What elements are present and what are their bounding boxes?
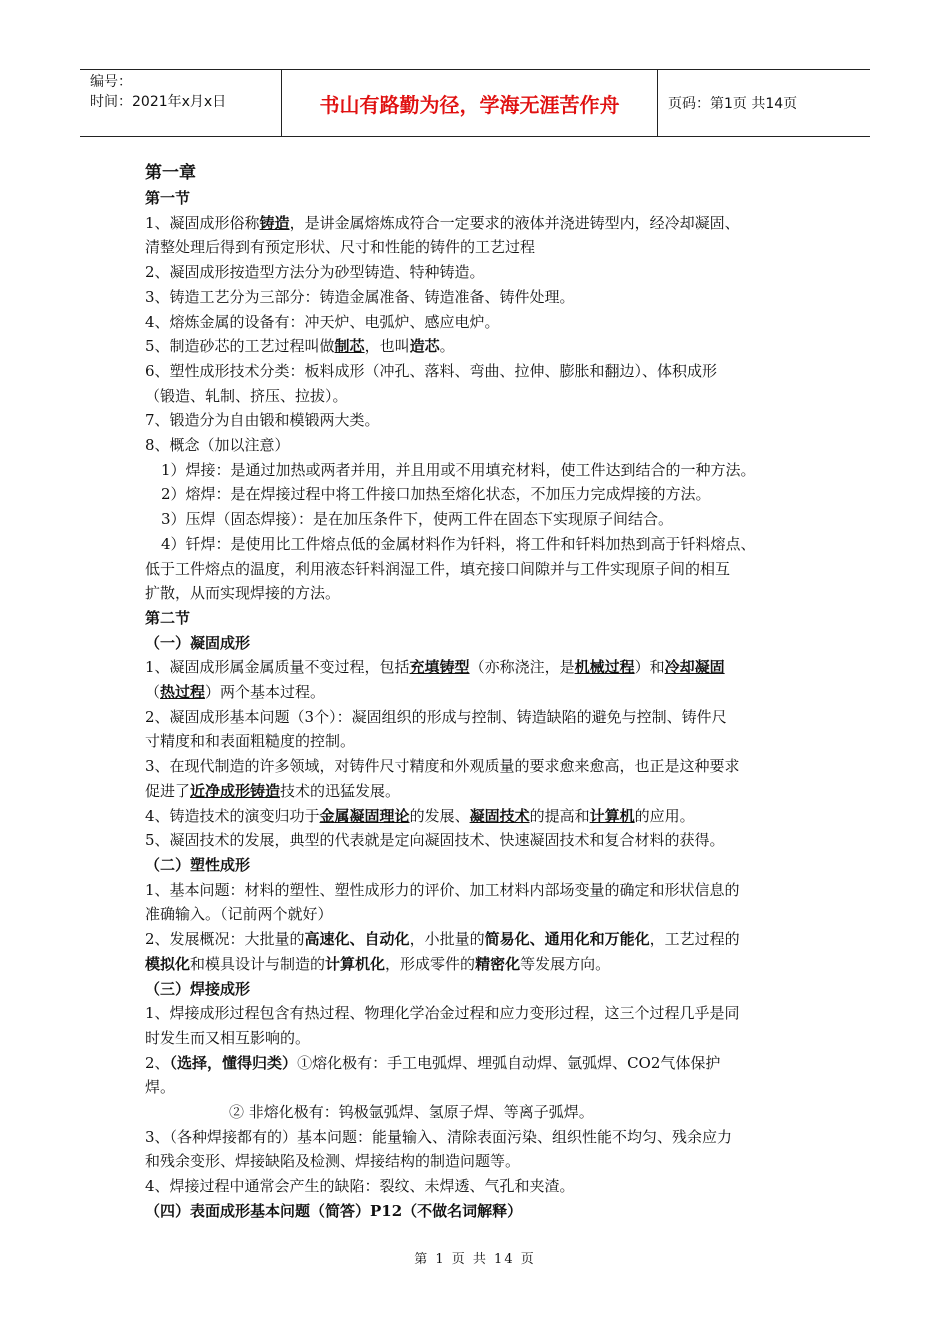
document-date: 时间：2021年x月x日 <box>90 94 227 110</box>
paragraph: 3、（各种焊接都有的）基本问题：能量输入、清除表面污染、组织性能不均匀、残余应力 <box>145 1127 733 1146</box>
paragraph: 模拟化和模具设计与制造的计算机化，形成零件的精密化等发展方向。 <box>145 954 611 973</box>
header-motto: 书山有路勤为径，学海无涯苦作舟 <box>282 70 658 136</box>
keyword: 简易化、通用化和万能化 <box>484 930 650 949</box>
paragraph: 1、凝固成形属金属质量不变过程，包括充填铸型（亦称浇注，是机械过程）和冷却凝固 <box>145 658 725 677</box>
keyword: 金属凝固理论 <box>319 806 410 825</box>
paragraph: 3、铸造工艺分为三部分：铸造金属准备、铸造准备、铸件处理。 <box>145 287 575 306</box>
keyword: 精密化 <box>475 954 521 973</box>
keyword: 高速化、自动化 <box>304 930 410 949</box>
paragraph: 3、在现代制造的许多领域，对铸件尺寸精度和外观质量的要求愈来愈高，也正是这种要求 <box>145 757 740 776</box>
keyword: 冷却凝固 <box>664 658 725 677</box>
keyword: 铸造 <box>259 213 290 232</box>
concept-item: 2）熔焊：是在焊接过程中将工件接口加热至熔化状态，不加压力完成焊接的方法。 <box>161 485 711 504</box>
keyword: 制芯 <box>334 337 365 356</box>
paragraph: 寸精度和和表面粗糙度的控制。 <box>145 732 356 751</box>
keyword: 计算机 <box>589 806 635 825</box>
paragraph: 7、锻造分为自由锻和模锻两大类。 <box>145 411 380 430</box>
document-number-label: 编号： <box>90 74 132 90</box>
paragraph: 扩散，从而实现焊接的方法。 <box>145 584 341 603</box>
paragraph: 和残余变形、焊接缺陷及检测、焊接结构的制造问题等。 <box>145 1152 521 1171</box>
keyword: 充填铸型 <box>409 658 470 677</box>
paragraph: （锻造、轧制、挤压、拉拔）。 <box>145 386 348 405</box>
paragraph: 焊。 <box>145 1078 176 1097</box>
section-1-title: 第一节 <box>145 189 191 207</box>
keyword: 凝固技术 <box>469 806 530 825</box>
concept-item: 3）压焊（固态焊接）：是在加压条件下，使两工件在固态下实现原子间结合。 <box>161 510 674 529</box>
paragraph: 5、凝固技术的发展，典型的代表就是定向凝固技术、快速凝固技术和复合材料的获得。 <box>145 831 725 850</box>
paragraph: ② 非熔化极有：钨极氩弧焊、氢原子焊、等离子弧焊。 <box>229 1103 594 1122</box>
keyword: 机械过程 <box>574 658 635 677</box>
paragraph: 1、基本问题：材料的塑性、塑性成形力的评价、加工材料内部场变量的确定和形状信息的 <box>145 880 740 899</box>
paragraph: 1、焊接成形过程包含有热过程、物理化学冶金过程和应力变形过程，这三个过程几乎是同 <box>145 1004 740 1023</box>
section-2-title: 第二节 <box>145 608 191 627</box>
keyword: 计算机化 <box>325 954 386 973</box>
subsection-title: （四）表面成形基本问题（简答）P12（不做名词解释） <box>145 1201 523 1220</box>
keyword: 模拟化 <box>145 954 191 973</box>
paragraph: 准确输入。（记前两个就好） <box>145 905 333 924</box>
paragraph: 4、焊接过程中通常会产生的缺陷：裂纹、未焊透、气孔和夹渣。 <box>145 1177 575 1196</box>
paragraph: 8、概念（加以注意） <box>145 436 290 455</box>
keyword: 近净成形铸造 <box>190 781 281 800</box>
keyword: （选择，懂得归类） <box>169 1053 298 1072</box>
header-meta <box>80 70 282 136</box>
header-page-info: 页码：第1页 共14页 <box>668 96 798 112</box>
paragraph: 4、熔炼金属的设备有：冲天炉、电弧炉、感应电炉。 <box>145 312 500 331</box>
paragraph: 2、凝固成形基本问题（3个）：凝固组织的形成与控制、铸造缺陷的避免与控制、铸件尺 <box>145 707 727 726</box>
paragraph: （热过程）两个基本过程。 <box>145 683 326 702</box>
paragraph: 6、塑性成形技术分类：板料成形（冲孔、落料、弯曲、拉伸、膨胀和翻边）、体积成形 <box>145 361 718 380</box>
page-header <box>80 69 870 137</box>
paragraph: 2、发展概况：大批量的高速化、自动化，小批量的简易化、通用化和万能化，工艺过程的 <box>145 930 740 949</box>
subsection-title: （一）凝固成形 <box>145 633 251 652</box>
concept-item: 4）钎焊：是使用比工件熔点低的金属材料作为钎料，将工件和钎料加热到高于钎料熔点、 <box>161 534 756 553</box>
paragraph: 低于工件熔点的温度，利用液态钎料润湿工件，填充接口间隙并与工件实现原子间的相互 <box>145 559 731 578</box>
keyword: 造芯 <box>409 337 440 356</box>
subsection-title: （三）焊接成形 <box>145 979 251 998</box>
paragraph: 4、铸造技术的演变归功于金属凝固理论的发展、凝固技术的提高和计算机的应用。 <box>145 806 695 825</box>
page-footer: 第 1 页 共 14 页 <box>414 1252 536 1267</box>
keyword: 热过程 <box>160 683 206 702</box>
subsection-title: （二）塑性成形 <box>145 855 251 874</box>
paragraph: 清整处理后得到有预定形状、尺寸和性能的铸件的工艺过程 <box>145 238 536 257</box>
paragraph: 1、凝固成形俗称铸造，是讲金属熔炼成符合一定要求的液体并浇进铸型内，经冷却凝固、 <box>145 213 740 232</box>
document-body <box>145 160 820 1224</box>
paragraph: 2、凝固成形按造型方法分为砂型铸造、特种铸造。 <box>145 263 485 282</box>
paragraph: 时发生而又相互影响的。 <box>145 1028 311 1047</box>
concept-item: 1）焊接：是通过加热或两者并用，并且用或不用填充材料，使工件达到结合的一种方法。 <box>161 460 756 479</box>
paragraph: 2、（选择，懂得归类）①熔化极有：手工电弧焊、埋弧自动焊、氩弧焊、CO2气体保护 <box>145 1053 721 1072</box>
paragraph: 5、制造砂芯的工艺过程叫做制芯，也叫造芯。 <box>145 337 455 356</box>
chapter-title: 第一章 <box>145 163 196 183</box>
paragraph: 促进了近净成形铸造技术的迅猛发展。 <box>145 781 401 800</box>
